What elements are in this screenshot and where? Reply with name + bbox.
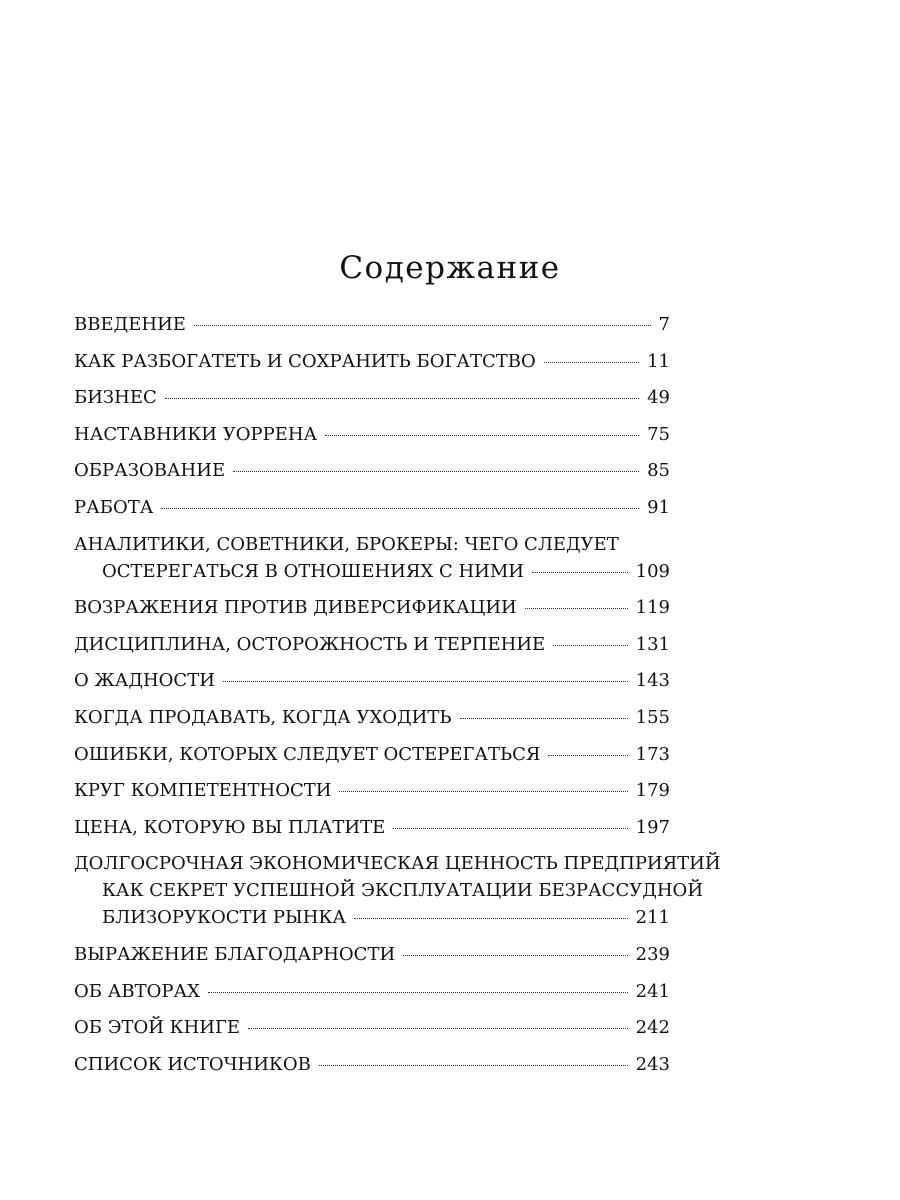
toc-entry-title: ЦЕНА, КОТОРУЮ ВЫ ПЛАТИТЕ bbox=[74, 816, 386, 838]
toc-entry[interactable] bbox=[74, 387, 670, 424]
toc-entry-title: КАК РАЗБОГАТЕТЬ И СОХРАНИТЬ БОГАТСТВО bbox=[74, 350, 536, 372]
toc-entry[interactable] bbox=[74, 944, 670, 981]
toc-page-number: 7 bbox=[658, 314, 670, 335]
toc-entry-title: ОБ ЭТОЙ КНИГЕ bbox=[74, 1017, 241, 1039]
toc-page-number: 197 bbox=[635, 816, 670, 838]
toc-entry-title: ВЫРАЖЕНИЕ БЛАГОДАРНОСТИ bbox=[74, 943, 396, 965]
dot-leader bbox=[544, 362, 639, 363]
toc-entry-title: ОБРАЗОВАНИЕ bbox=[74, 460, 226, 482]
toc-entry-title: ДИСЦИПЛИНА, ОСТОРОЖНОСТЬ И ТЕРПЕНИЕ bbox=[74, 633, 546, 655]
dot-leader bbox=[339, 791, 627, 792]
toc-entry-title: ВВЕДЕНИЕ bbox=[74, 314, 186, 335]
toc-entry[interactable] bbox=[74, 670, 670, 707]
toc-page-number: 243 bbox=[635, 1053, 670, 1075]
toc-entry-title: БИЗНЕС bbox=[74, 387, 157, 409]
dot-leader bbox=[393, 828, 627, 829]
dot-leader bbox=[354, 918, 628, 919]
toc-page-number: 109 bbox=[635, 560, 670, 582]
toc-entry[interactable] bbox=[74, 634, 670, 671]
toc-entry-title: ОШИБКИ, КОТОРЫХ СЛЕДУЕТ ОСТЕРЕГАТЬСЯ bbox=[74, 743, 541, 765]
table-of-contents bbox=[74, 314, 721, 1090]
toc-entry-title: АНАЛИТИКИ, СОВЕТНИКИ, БРОКЕРЫ: ЧЕГО СЛЕДУЕТ bbox=[74, 533, 619, 555]
toc-entry[interactable] bbox=[74, 424, 670, 461]
toc-page-number: 119 bbox=[635, 597, 670, 619]
toc-page-number: 49 bbox=[647, 387, 670, 409]
toc-page-number: 179 bbox=[635, 780, 670, 802]
dot-leader bbox=[208, 992, 628, 993]
toc-entry-title: РАБОТА bbox=[74, 496, 154, 518]
toc-entry[interactable] bbox=[74, 460, 670, 497]
toc-entry[interactable] bbox=[74, 981, 670, 1018]
toc-entry[interactable] bbox=[74, 597, 670, 634]
toc-entry-title: КОГДА ПРОДАВАТЬ, КОГДА УХОДИТЬ bbox=[74, 706, 452, 728]
toc-entry[interactable] bbox=[74, 817, 670, 854]
toc-entry[interactable] bbox=[74, 744, 670, 781]
toc-entry-title: О ЖАДНОСТИ bbox=[74, 670, 215, 692]
dot-leader bbox=[248, 1028, 628, 1029]
dot-leader bbox=[460, 718, 628, 719]
toc-entry[interactable] bbox=[74, 707, 670, 744]
toc-entry-title: КАК СЕКРЕТ УСПЕШНОЙ ЭКСПЛУАТАЦИИ БЕЗРАССУДНОЙ bbox=[102, 880, 704, 902]
toc-entry-title: ОСТЕРЕГАТЬСЯ В ОТНОШЕНИЯХ С НИМИ bbox=[102, 560, 524, 582]
dot-leader bbox=[525, 608, 628, 609]
page-title: Содержание bbox=[339, 250, 561, 286]
dot-leader bbox=[161, 508, 639, 509]
toc-entry[interactable] bbox=[74, 1054, 670, 1091]
dot-leader bbox=[233, 471, 639, 472]
toc-entry-title: КРУГ КОМПЕТЕНТНОСТИ bbox=[74, 780, 332, 802]
toc-page-number: 85 bbox=[647, 460, 670, 482]
toc-page-number: 211 bbox=[635, 907, 670, 929]
toc-page-number: 241 bbox=[635, 980, 670, 1002]
dot-leader bbox=[553, 645, 627, 646]
toc-entry-title: ДОЛГОСРОЧНАЯ ЭКОНОМИЧЕСКАЯ ЦЕННОСТЬ ПРЕДПРИЯТИЙ bbox=[74, 853, 721, 875]
toc-entry-title: ВОЗРАЖЕНИЯ ПРОТИВ ДИВЕРСИФИКАЦИИ bbox=[74, 597, 517, 619]
dot-leader bbox=[532, 572, 628, 573]
dot-leader bbox=[223, 681, 628, 682]
toc-page-number: 239 bbox=[635, 943, 670, 965]
toc-entry[interactable] bbox=[74, 780, 670, 817]
toc-entry[interactable] bbox=[74, 534, 670, 598]
dot-leader bbox=[403, 955, 627, 956]
toc-entry-title: БЛИЗОРУКОСТИ РЫНКА bbox=[102, 907, 347, 929]
dot-leader bbox=[165, 398, 639, 399]
toc-page-number: 143 bbox=[635, 670, 670, 692]
toc-entry[interactable] bbox=[74, 1017, 670, 1054]
toc-entry[interactable] bbox=[74, 853, 721, 944]
toc-page-number: 11 bbox=[647, 350, 670, 372]
dot-leader bbox=[325, 435, 639, 436]
toc-page-number: 75 bbox=[647, 423, 670, 445]
toc-page-number: 242 bbox=[635, 1017, 670, 1039]
toc-page-number: 131 bbox=[635, 633, 670, 655]
toc-entry[interactable] bbox=[74, 497, 670, 534]
toc-entry-title: СПИСОК ИСТОЧНИКОВ bbox=[74, 1053, 311, 1075]
toc-page-number: 91 bbox=[647, 496, 670, 518]
dot-leader bbox=[548, 755, 627, 756]
dot-leader bbox=[194, 325, 651, 326]
toc-entry[interactable] bbox=[74, 314, 670, 351]
toc-entry-title: НАСТАВНИКИ УОРРЕНА bbox=[74, 423, 318, 445]
dot-leader bbox=[319, 1065, 628, 1066]
toc-page-number: 155 bbox=[635, 706, 670, 728]
toc-page-number: 173 bbox=[635, 743, 670, 765]
toc-entry-title: ОБ АВТОРАХ bbox=[74, 980, 200, 1002]
toc-entry[interactable] bbox=[74, 351, 670, 388]
